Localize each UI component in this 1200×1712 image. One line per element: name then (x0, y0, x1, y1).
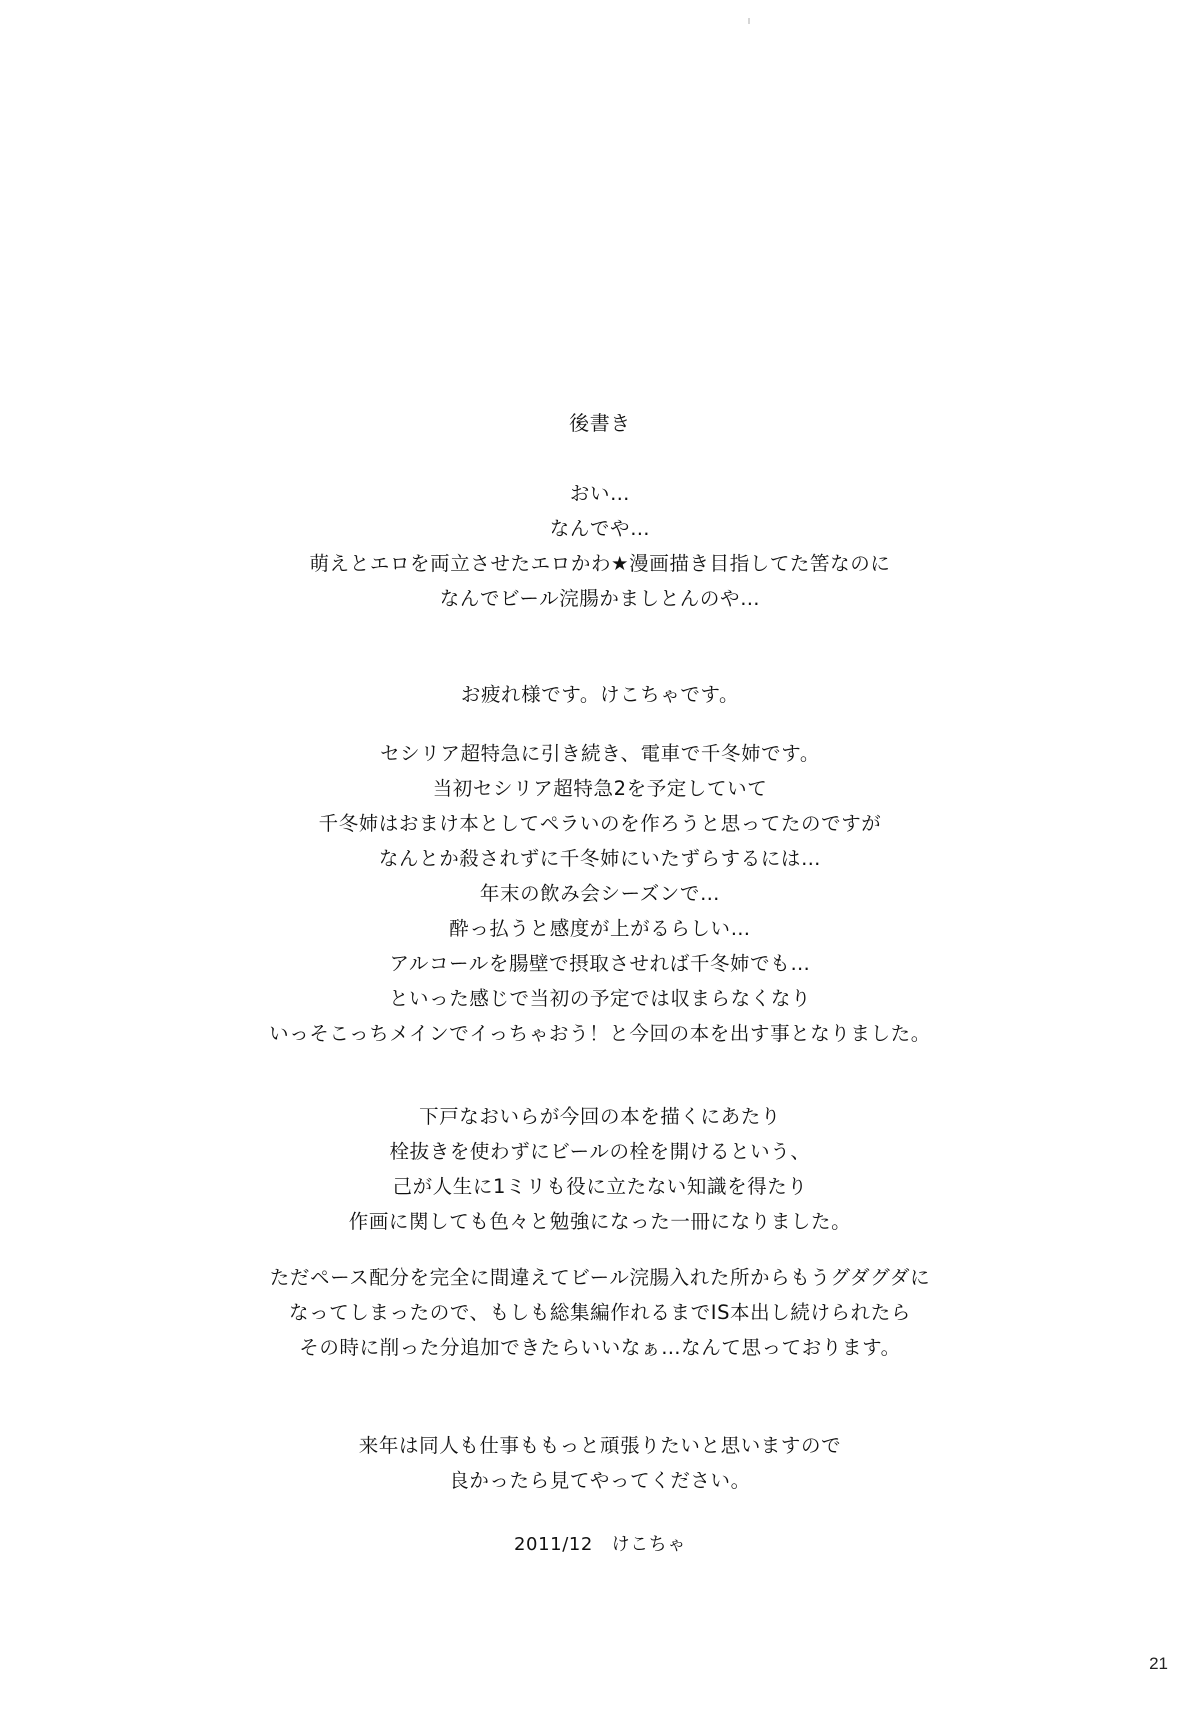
text-line: 千冬姉はおまけ本としてペラいのを作ろうと思ってたのですが (318, 812, 882, 835)
text-line: アルコールを腸壁で摂取させれば千冬姉でも… (389, 952, 811, 975)
text-line: 己が人生に1ミリも役に立たない知識を得たり (392, 1175, 808, 1198)
paragraph-background (0, 736, 1200, 1051)
date-signature: 2011/12 けこちゃ (514, 1534, 686, 1555)
text-line: お疲れ様です。けこちゃです。 (460, 683, 740, 706)
paragraph-closing (0, 1428, 1200, 1498)
text-line: セシリア超特急に引き続き、電車で千冬姉です。 (380, 742, 820, 765)
signature-block (0, 1527, 1200, 1562)
text-line: なんでビール浣腸かましとんのや… (439, 587, 761, 610)
text-line: といった感じで当初の予定では収まらなくなり (388, 987, 812, 1010)
paragraph-greeting (0, 677, 1200, 712)
paragraph-learning (0, 1099, 1200, 1239)
text-line: 良かったら見てやってください。 (449, 1469, 751, 1492)
text-line: 下戸なおいらが今回の本を描くにあたり (419, 1105, 781, 1128)
scan-speck (748, 18, 750, 24)
text-line: おい… (569, 482, 631, 505)
afterword-title: 後書き (569, 411, 631, 435)
text-line: 萌えとエロを両立させたエロかわ★漫画描き目指してた筈なのに (309, 552, 891, 575)
afterword-heading-block (0, 406, 1200, 441)
text-line: 来年は同人も仕事ももっと頑張りたいと思いますので (358, 1434, 842, 1457)
text-line: 栓抜きを使わずにビールの栓を開けるという、 (389, 1140, 811, 1163)
text-line: その時に削った分追加できたらいいなぁ…なんて思っております。 (299, 1336, 901, 1359)
text-line: なんとか殺されずに千冬姉にいたずらするには… (378, 847, 822, 870)
paragraph-opening (0, 476, 1200, 616)
text-line: 作画に関しても色々と勉強になった一冊になりました。 (348, 1210, 852, 1233)
text-line: いっそこっちメインでイっちゃおう！と今回の本を出す事となりました。 (269, 1022, 931, 1045)
text-line: ただペース配分を完全に間違えてビール浣腸入れた所からもうグダグダに (269, 1266, 931, 1289)
text-line: 当初セシリア超特急2を予定していて (432, 777, 768, 800)
paragraph-regrets (0, 1260, 1200, 1365)
text-line: 酔っ払うと感度が上がるらしい… (449, 917, 751, 940)
text-line: なんでや… (549, 517, 651, 540)
text-line: 年末の飲み会シーズンで… (479, 882, 721, 905)
text-line: なってしまったので、もしも総集編作れるまでIS本出し続けられたら (289, 1301, 911, 1324)
page-number: 21 (1149, 1654, 1168, 1673)
